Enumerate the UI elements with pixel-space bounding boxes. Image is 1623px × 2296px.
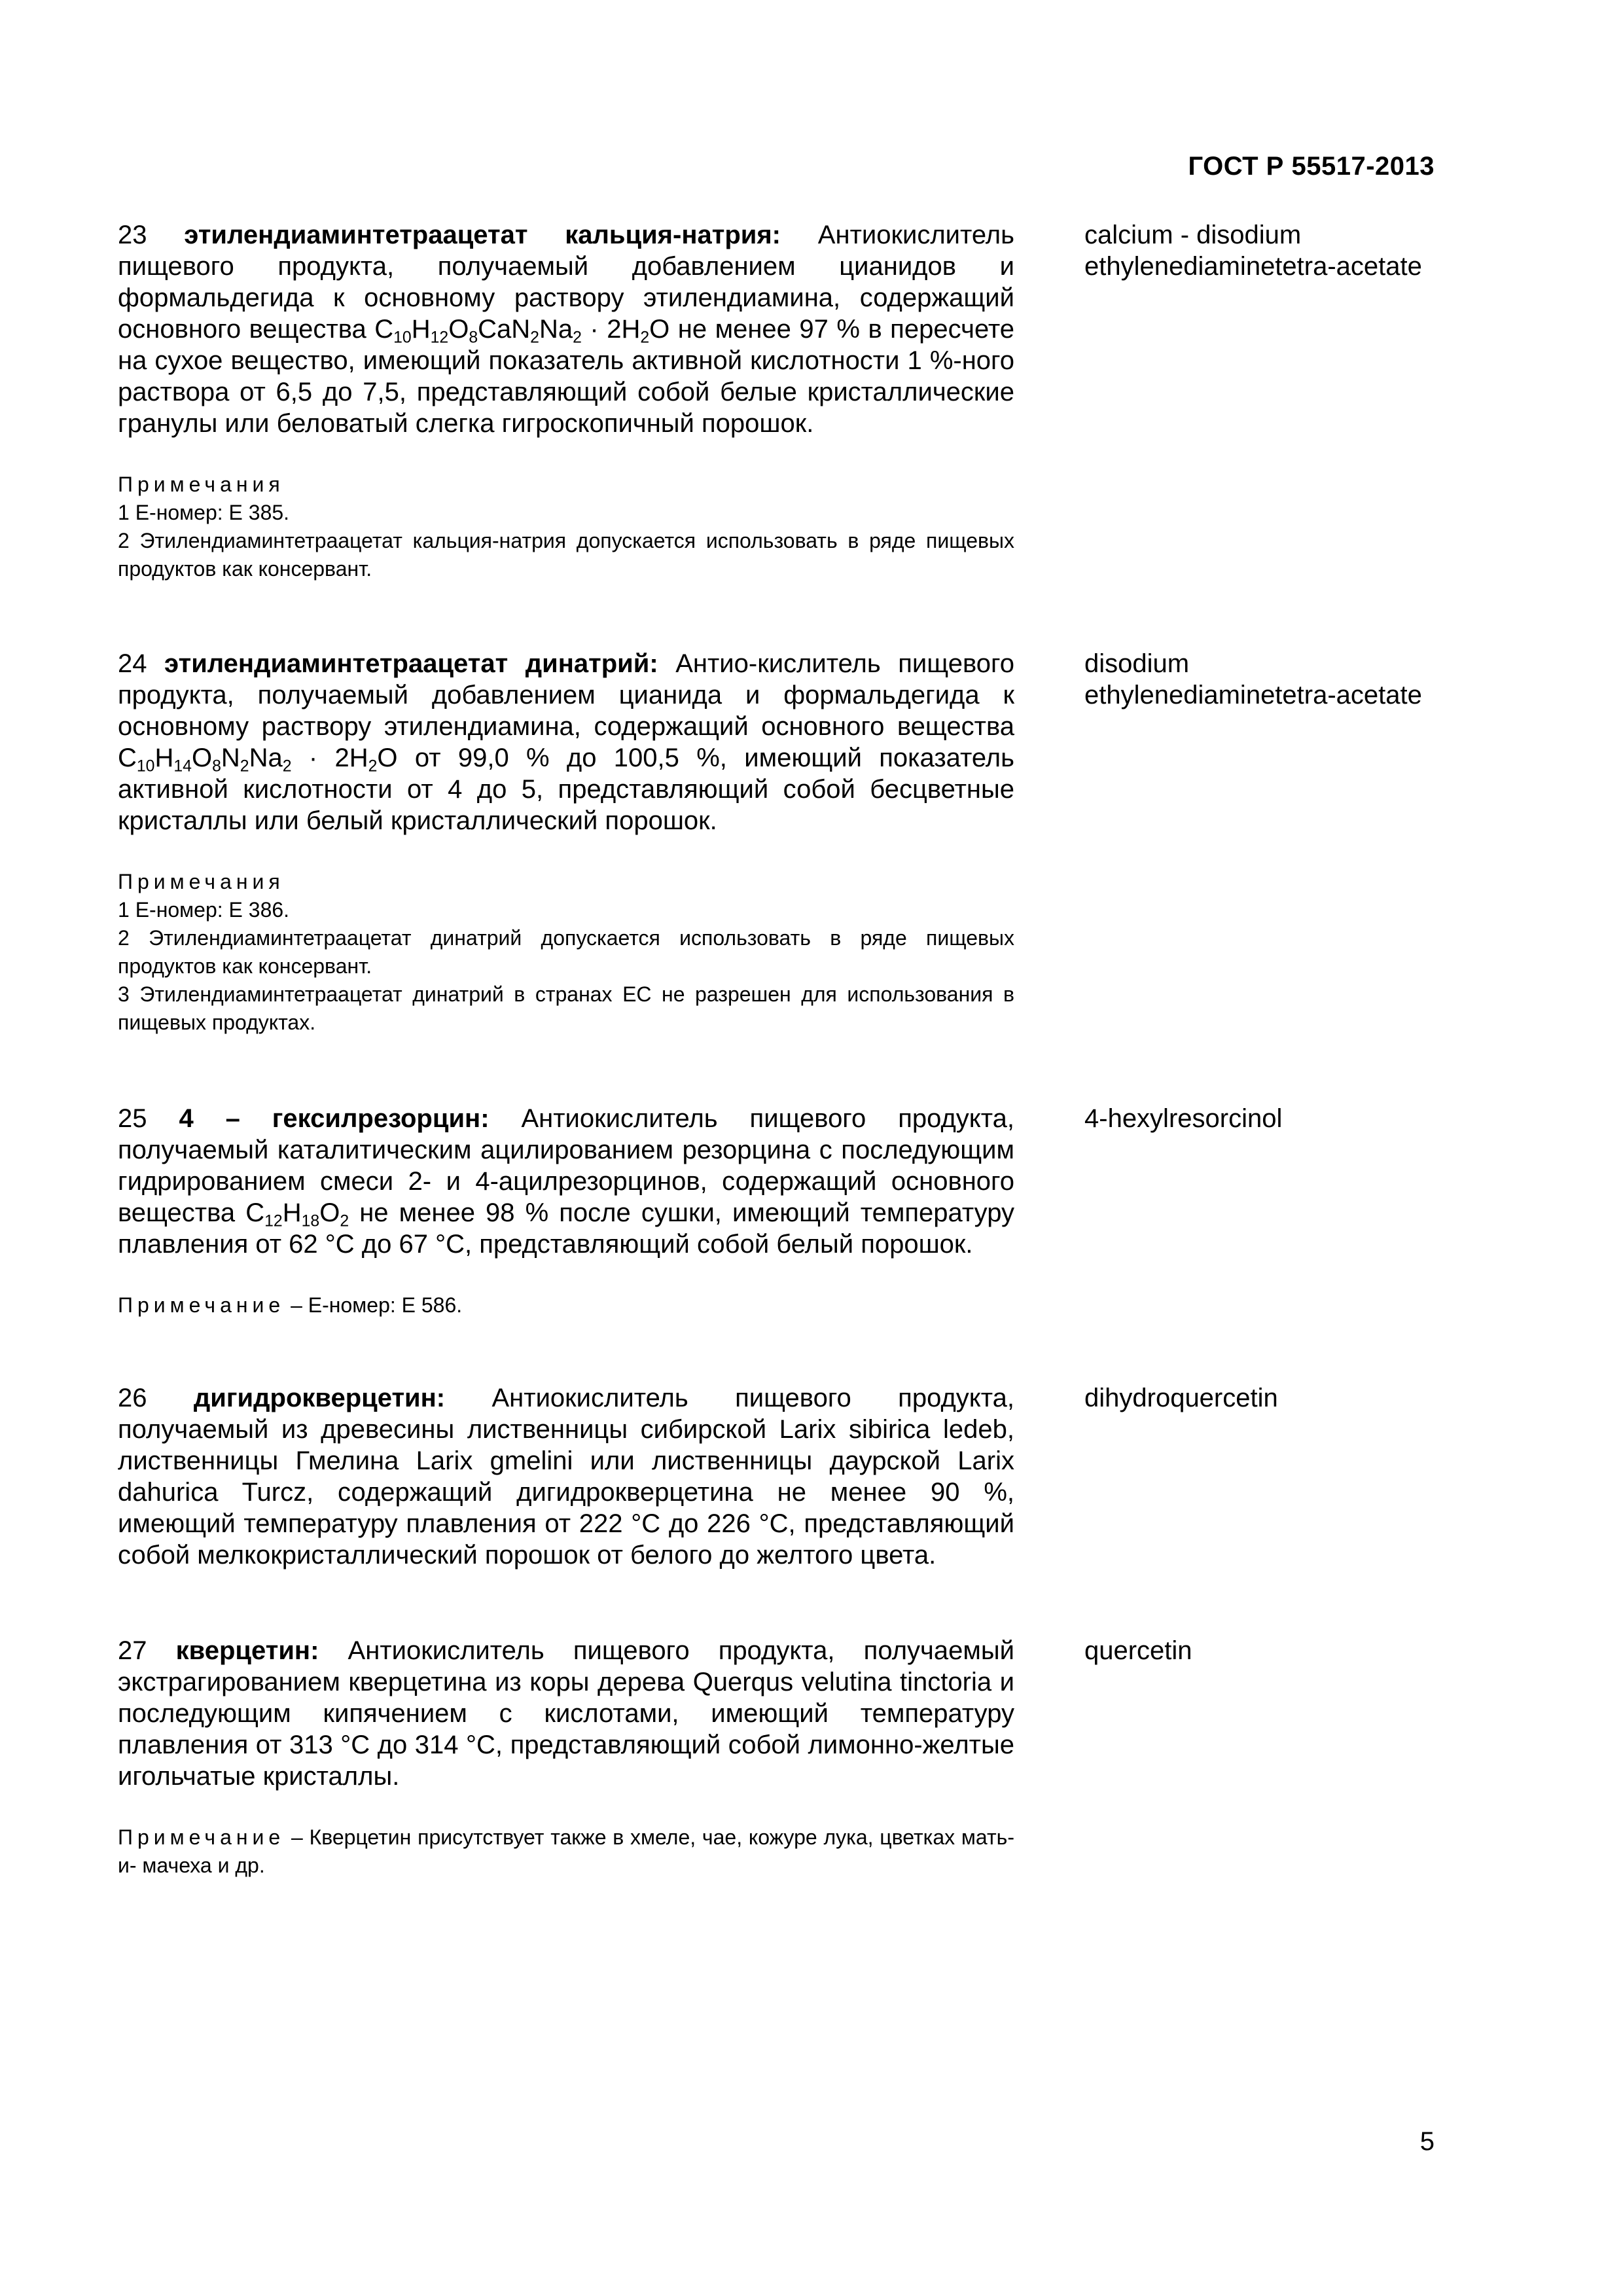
entry-term: 4 – гексилрезорцин: [179,1104,490,1133]
notes-heading: Примечания [118,473,285,496]
entry-term: дигидрокверцетин: [193,1384,446,1412]
entry-number: 27 [118,1636,147,1665]
entry-24-definition: 24 этилендиаминтетраацетат динатрий: Антио-кислитель пищевого продукта, получаемый добавлением цианида и формальдегида к основному раствору этилендиамина, содержащий основного вещества $C_{10}H_{14}O_8N_2Na_2 \cdot 2H_2O$ от 99,0 % до 100,5 %, имеющий показатель активной кислотности от 4 до 5, представляющий собой бесцветные кристаллы или белый кристаллический порошок. [118,649,1014,835]
entry-26 [118,1382,1014,1571]
entry-23-english-term: calcium - disodium ethylenediaminetetra-acetate [1084,221,1422,281]
entry-term: этилендиаминтетраацетат кальция-натрия: [184,221,781,249]
note-item: 1 Е-номер: Е 385. [118,501,290,524]
note-item: 2 Этилендиаминтетраацетат кальция-натрия допускается использовать в ряде пищевых продуктов как консервант. [118,529,1014,581]
note-item: 3 Этилендиаминтетраацетат динатрий в странах ЕС не разрешен для использования в пищевых продуктах. [118,982,1014,1034]
entry-23 [118,219,1014,583]
entry-24 [118,648,1014,1037]
note-item: 2 Этилендиаминтетраацетат динатрий допускается использовать в ряде пищевых продуктов как консервант. [118,926,1014,978]
entry-23-definition: 23 этилендиаминтетраацетат кальция-натрия: Антиокислитель пищевого продукта, получаемый добавлением цианидов и формальдегида к основному раствору этилендиамина, содержащий основного вещества $C_{10}H_{12}O_8CaN_2Na_2 \cdot 2H_2O$ не менее 97 % в пересчете на сухое вещество, имеющий показатель активной кислотности 1 %-ного раствора от 6,5 до 7,5, представляющий собой белые кристаллические гранулы или беловатый слегка гигроскопичный порошок. [118,221,1015,438]
note-heading: Примечание [118,1825,285,1849]
entry-24-notes [118,868,1014,1037]
entry-23-notes [118,471,1014,583]
entry-number: 26 [118,1384,147,1412]
entry-term: этилендиаминтетраацетат динатрий: [164,649,658,678]
entry-number: 24 [118,649,147,678]
entry-26-english-term: dihydroquercetin [1084,1384,1278,1412]
notes-heading: Примечания [118,870,285,893]
entry-number: 23 [118,221,147,249]
entry-25-definition: 25 4 – гексилрезорцин: Антиокислитель пищевого продукта, получаемый каталитическим ацилированием резорцина с последующим гидрированием смеси 2- и 4-ацилрезорцинов, содержащий основного вещества $C_{12}H_{18}O_2$ не менее 98 % после сушки, имеющий температуру плавления от 62 °С до 67 °С, представляющий собой белый порошок. [118,1104,1015,1259]
entry-27 [118,1635,1014,1880]
entry-27-definition: 27 кверцетин: Антиокислитель пищевого продукта, получаемый экстрагированием кверцетина из коры дерева Querqus velutina tinctoria и последующим кипячением с кислотами, имеющий температуру плавления от 313 °С до 314 °С, представляющий собой лимонно-желтые игольчатые кристаллы. [118,1636,1014,1791]
entry-number: 25 [118,1104,147,1133]
entry-27-note: Примечание – Кверцетин присутствует также в хмеле, чае, кожуре лука, цветках мать-и- мачеха и др. [118,1825,1014,1877]
entry-25 [118,1103,1014,1319]
page-number: 5 [1419,2127,1435,2156]
note-item: 1 Е-номер: Е 386. [118,898,290,922]
note-heading: Примечание [118,1293,285,1317]
entry-term: кверцетин: [175,1636,319,1665]
entry-25-note: Примечание – Е-номер: Е 586. [118,1293,463,1317]
entry-25-english-term: 4-hexylresorcinol [1084,1104,1283,1133]
entry-24-english-term: disodium ethylenediaminetetra-acetate [1084,649,1422,709]
document-code: ГОСТ Р 55517-2013 [1188,152,1435,181]
entry-27-english-term: quercetin [1084,1636,1192,1665]
entry-26-definition: 26 дигидрокверцетин: Антиокислитель пищевого продукта, получаемый из древесины лиственницы сибирской Larix sibirica ledeb, лиственницы Гмелина Larix gmelini или лиственницы даурской Larix dahurica Turcz, содержащий дигидрокверцетина не менее 90 %, имеющий температуру плавления от 222 °С до 226 °С, представляющий собой мелкокристаллический порошок от белого до желтого цвета. [118,1384,1014,1570]
